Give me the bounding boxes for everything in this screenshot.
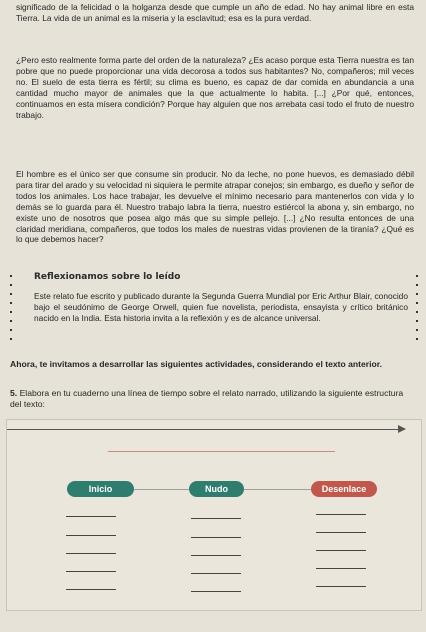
stage-desenlace-pill: Desenlace [311,481,377,497]
answer-blank[interactable] [316,532,366,533]
reflection-body: Este relato fue escrito y publicado durante la Segunda Guerra Mundial por Eric Arthur Blair, conocido bajo el seudónimo de George Orwell, quien fue novelista, periodista, ensayista y crítico británico nacido en la India. Esta historia invita a la reflexión y es de alcance universal. [34,291,408,323]
answer-blank[interactable] [316,514,366,515]
dotted-border-left [10,275,12,347]
answer-blank[interactable] [66,589,116,590]
answer-blank[interactable] [316,586,366,587]
answer-blank[interactable] [191,573,241,574]
task-text: Elabora en tu cuaderno una línea de tiempo sobre el relato narrado, utilizando la siguiente estructura del texto: [10,388,404,409]
stage-connector-line [108,451,335,452]
arrow-right-icon [398,425,406,433]
dotted-border-right [416,275,418,347]
answer-blank[interactable] [191,537,241,538]
activities-instruction: Ahora, te invitamos a desarrollar las siguientes actividades, considerando el texto anterior. [10,359,383,369]
answer-blank[interactable] [66,553,116,554]
task-number: 5. [10,388,18,398]
answer-blank[interactable] [316,550,366,551]
story-paragraph-1: significado de la felicidad o la holganza desde que cumple un año de edad. No hay animal libre en esta Tierra. La vida de un animal es la miseria y la esclavitud; esa es la pura verdad. [16,2,414,23]
pill-link-1 [134,489,189,490]
story-paragraph-3: El hombre es el único ser que consume sin producir. No da leche, no pone huevos, es demasiado débil para tirar del arado y su velocidad ni siquiera le permite atrapar conejos; sin embargo, es dueño y señor de todos los animales. Los hace trabajar, les devuelve el mínimo necesario para mantenerlos con vida y lo demás se lo guarda para él. Nuestro trabajo labra la tierra, nuestro estiércol la abona y, sin embargo, no existe uno de nosotros que posea algo más que su simple pellejo. [...] ¿No resulta entonces de una claridad meridiana, compañeros, que todos los males de nuestras vidas provienen de la tiranía? ¿Qué es lo que debemos hacer? [16,169,414,245]
answer-blank[interactable] [316,568,366,569]
task-5 [10,388,416,410]
answer-blank[interactable] [66,516,116,517]
pill-link-2 [244,489,311,490]
story-paragraph-2: ¿Pero esto realmente forma parte del orden de la naturaleza? ¿Es acaso porque esta Tierra nuestra es tan pobre que no puede proporcionar una vida decorosa a todos sus habitantes? No, compañeros; mil veces no. El suelo de esta tierra es fértil; su clima es bueno, es capaz de dar comida en abundancia a una cantidad mucho mayor de animales que la que actualmente lo habita. [...] ¿Por qué, entonces, continuamos en esta mísera condición? Porque hay alguien que nos arrebata casi todo el fruto de nuestro trabajo. [16,55,414,120]
answer-blank[interactable] [191,555,241,556]
reflection-title: Reflexionamos sobre lo leído [34,272,181,282]
answer-blank[interactable] [191,591,241,592]
reflection-box [10,267,418,355]
stage-nudo-pill: Nudo [189,481,244,497]
timeline-line [7,429,403,430]
answer-blank[interactable] [66,571,116,572]
answer-blank[interactable] [66,535,116,536]
timeline-diagram [6,419,422,611]
stage-inicio-pill: Inicio [67,481,134,497]
answer-blank[interactable] [191,518,241,519]
